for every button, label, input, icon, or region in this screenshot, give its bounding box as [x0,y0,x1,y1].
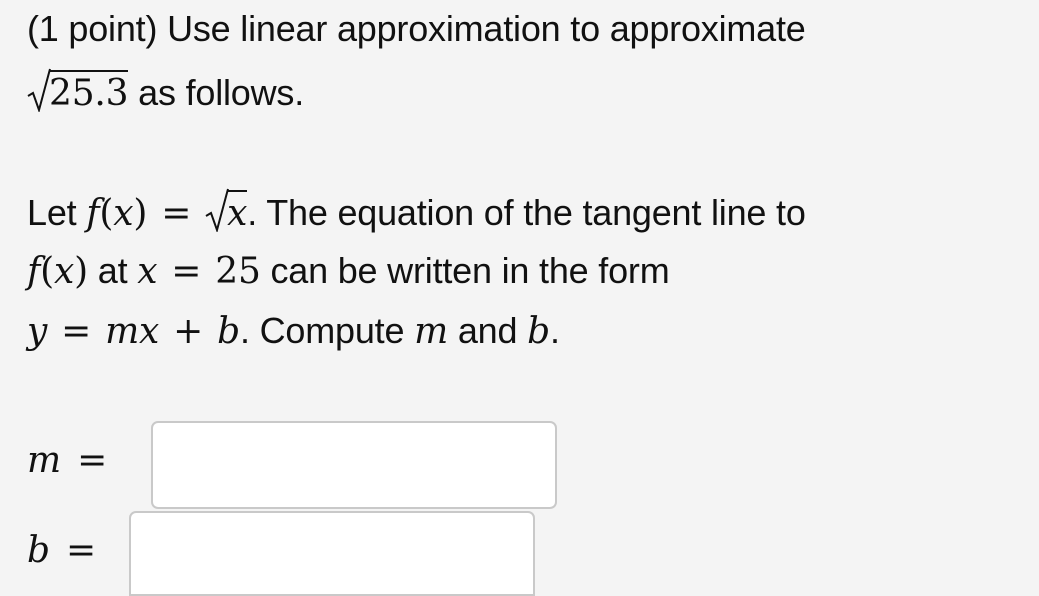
math-equals: = [171,251,202,292]
m-answer-label [27,440,107,481]
math-paren: ) [133,193,148,234]
math-equals: = [161,193,192,234]
math-y: y [27,311,48,352]
b-answer-input[interactable] [129,511,535,596]
m-answer-input[interactable] [151,421,557,509]
sqrt-x-expression [205,190,247,235]
radicand-x: x [227,190,247,235]
compute-text: . Compute [239,310,415,351]
math-x: x [53,251,75,292]
math-b: b [527,311,550,352]
math-m: m [105,311,140,352]
math-equals: = [61,311,92,352]
math-x: x [113,193,134,234]
problem-let-line [27,190,806,235]
b-label-var: b [27,530,51,571]
at-text: at [87,250,138,291]
math-x: x [139,311,160,352]
problem-compute-line [27,310,560,353]
problem-intro [27,8,806,50]
math-paren: ( [99,193,114,234]
radical-icon [205,186,229,232]
math-25: 25 [215,251,261,292]
tangent-text: . The equation of the tangent line to [247,192,806,233]
math-f: f [86,193,100,234]
problem-intro-text: (1 point) Use linear approximation to approximate [27,8,806,49]
math-f: f [27,251,41,292]
and-text: and [448,310,528,351]
problem-sqrt-suffix: as follows. [128,72,305,113]
math-m: m [414,311,449,352]
math-paren: ( [40,251,54,292]
m-label-var: m [27,440,62,481]
math-paren: ) [74,251,88,292]
m-label-equals: = [77,440,108,481]
sqrt-expression [27,70,128,115]
math-b: b [217,311,240,352]
math-x: x [137,251,158,292]
math-plus: + [173,311,204,352]
radicand: 25.3 [49,70,128,115]
problem-at-line [27,250,669,293]
radical-icon [27,66,51,112]
form-text: can be written in the form [260,250,670,291]
b-label-equals: = [66,530,97,571]
b-answer-label [27,530,96,571]
period-text: . [549,310,560,351]
problem-sqrt-line [27,70,304,115]
let-text: Let [27,192,87,233]
